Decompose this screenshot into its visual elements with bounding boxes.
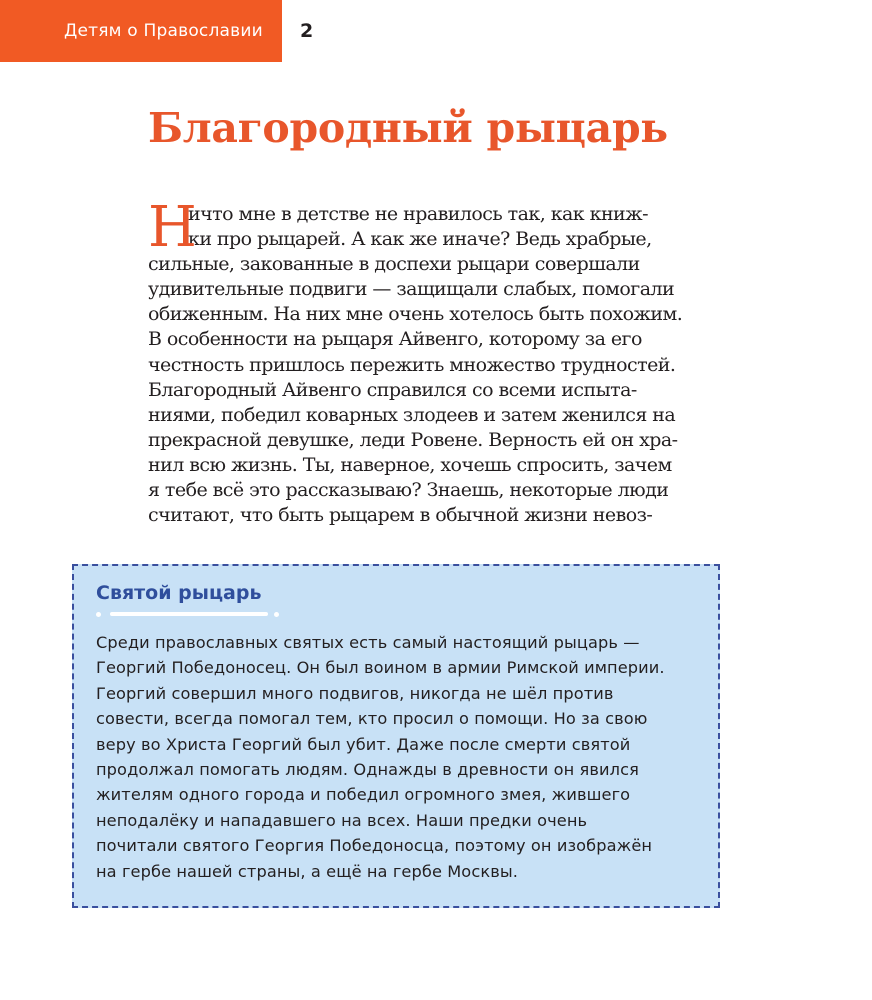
story-line: удивительные подвиги — защищали слабых, помогали bbox=[148, 278, 675, 301]
header-tab bbox=[0, 0, 282, 62]
info-box-line: веру во Христа Георгий был убит. Даже после смерти святой bbox=[96, 734, 631, 754]
info-box-line: совести, всегда помогал тем, кто просил о помощи. Но за свою bbox=[96, 709, 648, 729]
story-line: Благородный Айвенго справился со всеми испыта- bbox=[148, 378, 637, 401]
story-line: честность пришлось пережить множество трудностей. bbox=[148, 353, 676, 376]
story-line: В особенности на рыцаря Айвенго, которому за его bbox=[148, 328, 642, 351]
info-box-line: почитали святого Георгия Победоносца, поэтому он изображён bbox=[96, 836, 653, 856]
page-title: Благородный рыцарь bbox=[148, 104, 668, 152]
title-underline-dot bbox=[96, 612, 101, 617]
section-title: Детям о Православии bbox=[64, 21, 263, 41]
title-underline-dot bbox=[274, 612, 279, 617]
info-box-line: Георгий Победоносец. Он был воином в армии Римской империи. bbox=[96, 658, 665, 678]
info-box-line: Георгий совершил много подвигов, никогда не шёл против bbox=[96, 683, 614, 703]
story-line: прекрасной девушке, леди Ровене. Верность ей он хра- bbox=[148, 428, 678, 451]
info-box-line: неподалёку и нападавшего на всех. Наши предки очень bbox=[96, 810, 588, 830]
drop-cap: Н bbox=[148, 195, 197, 260]
story-line: сильные, закованные в доспехи рыцари совершали bbox=[148, 253, 640, 276]
info-box-line: Среди православных святых есть самый настоящий рыцарь — bbox=[96, 633, 640, 652]
title-underline bbox=[110, 612, 268, 616]
story-line: ки про рыцарей. А как же иначе? Ведь храбрые, bbox=[188, 228, 652, 251]
info-box-title: Святой рыцарь bbox=[96, 582, 262, 604]
info-box bbox=[72, 564, 720, 908]
story-text bbox=[148, 195, 738, 528]
story-line: считают, что быть рыцарем в обычной жизни невоз- bbox=[148, 504, 653, 527]
info-box-line: жителям одного города и победил огромного змея, жившего bbox=[96, 785, 631, 805]
story-line: я тебе всё это рассказываю? Знаешь, некоторые люди bbox=[148, 479, 669, 502]
story-line: ниями, победил коварных злодеев и затем женился на bbox=[148, 403, 676, 426]
page-number: 2 bbox=[300, 20, 314, 42]
info-box-line: продолжал помогать людям. Однажды в древности он явился bbox=[96, 759, 639, 779]
story-line: ичто мне в детстве не нравилось так, как книж- bbox=[188, 203, 648, 225]
story-line: обиженным. На них мне очень хотелось быть похожим. bbox=[148, 303, 683, 326]
info-box-body bbox=[96, 630, 708, 884]
story-line: нил всю жизнь. Ты, наверное, хочешь спросить, зачем bbox=[148, 453, 672, 476]
info-box-line: на гербе нашей страны, а ещё на гербе Москвы. bbox=[96, 861, 518, 881]
